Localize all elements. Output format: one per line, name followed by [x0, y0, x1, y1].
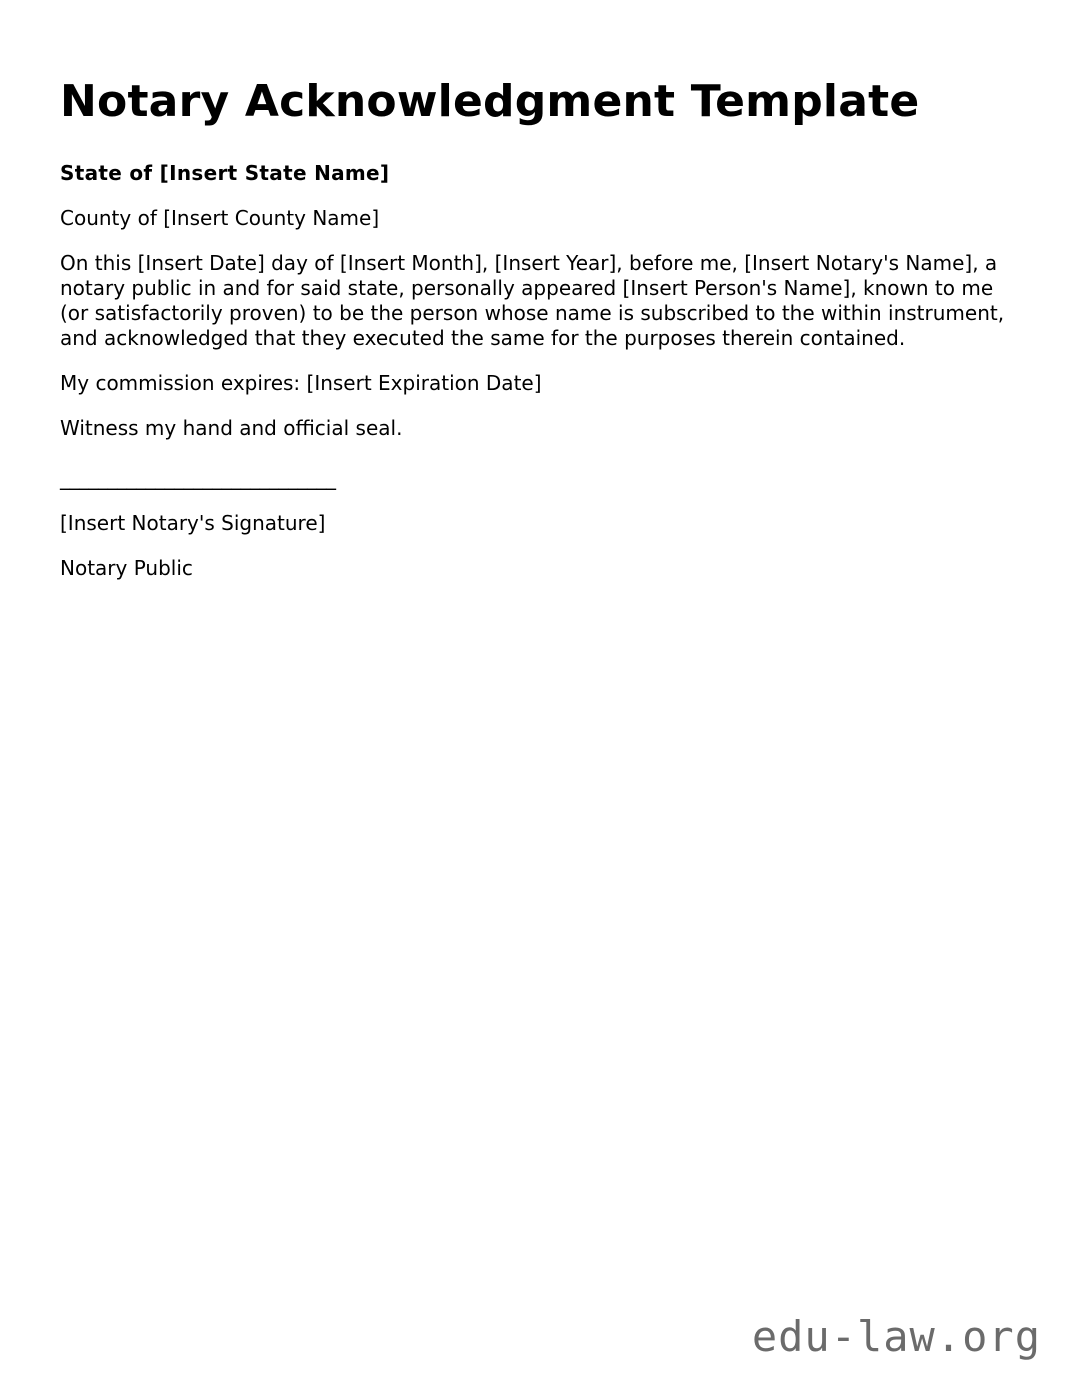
acknowledgment-body: On this [Insert Date] day of [Insert Month], [Insert Year], before me, [Insert Notary's Name], a notary public in and for said state, personally appeared [Insert Person's Name], known to me (or satisfactorily proven) to be the person whose name is subscribed to the within instrument, and acknowledged that they executed the same for the purposes therein contained.: [60, 251, 1005, 350]
state-line: State of [Insert State Name]: [60, 161, 390, 185]
county-line: County of [Insert County Name]: [60, 206, 380, 230]
signature-label: [Insert Notary's Signature]: [60, 511, 326, 535]
watermark: edu-law.org: [751, 1312, 1041, 1361]
signature-line: _____________________________: [60, 466, 336, 490]
witness-statement: Witness my hand and official seal.: [60, 416, 403, 440]
document-page: [60, 74, 1020, 581]
document-title: Notary Acknowledgment Template: [60, 76, 920, 127]
notary-public-label: Notary Public: [60, 556, 193, 580]
commission-expiration: My commission expires: [Insert Expiration Date]: [60, 371, 542, 395]
